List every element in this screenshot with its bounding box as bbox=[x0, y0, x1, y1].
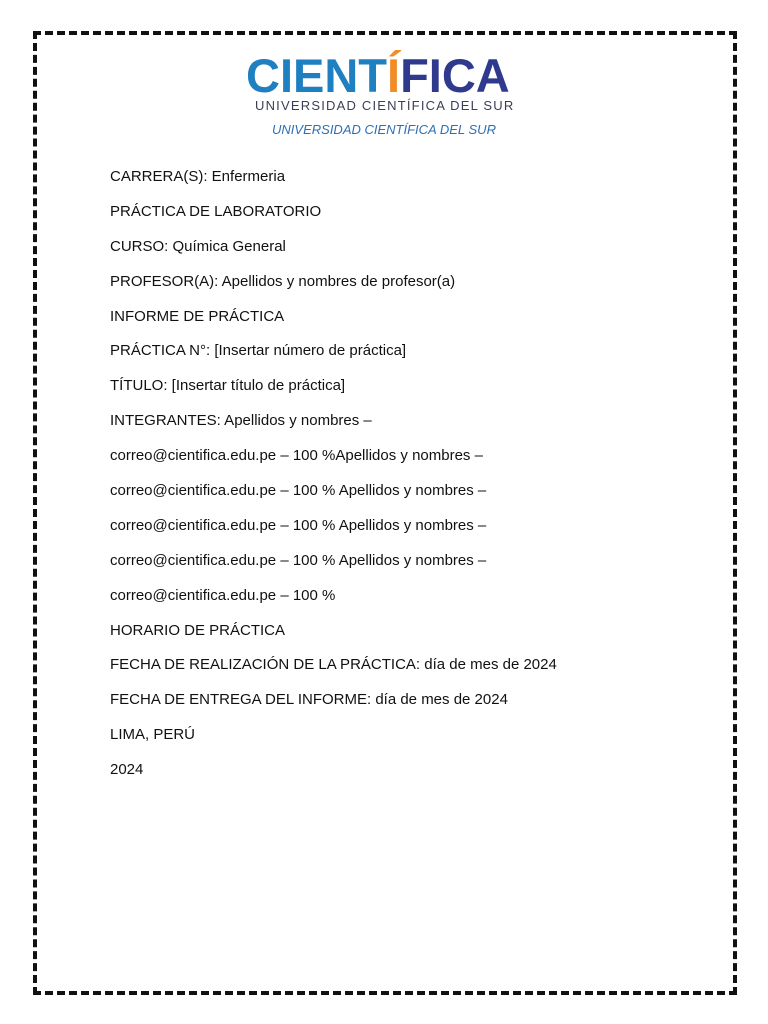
title-line: TÍTULO: [Insertar título de práctica] bbox=[110, 377, 346, 395]
member-email-line: correo@cientifica.edu.pe – 100 % Apellidos y nombres – bbox=[110, 551, 487, 569]
university-caption: UNIVERSIDAD CIENTÍFICA DEL SUR bbox=[272, 122, 496, 137]
logo-subtitle: UNIVERSIDAD CIENTÍFICA DEL SUR bbox=[255, 98, 515, 113]
member-email-line: correo@cientifica.edu.pe – 100 % bbox=[110, 586, 336, 604]
logo-wordmark: CIENTÍFICA bbox=[246, 49, 510, 102]
member-email-line: correo@cientifica.edu.pe – 100 % Apellidos y nombres – bbox=[110, 482, 487, 500]
cover-content bbox=[110, 166, 710, 794]
member-email-line: correo@cientifica.edu.pe – 100 %Apellidos y nombres – bbox=[110, 447, 483, 465]
delivery-date-line: FECHA DE ENTREGA DEL INFORME: día de mes de 2024 bbox=[110, 691, 508, 709]
practice-number-line: PRÁCTICA N°: [Insertar número de práctica] bbox=[110, 342, 407, 360]
schedule-line: HORARIO DE PRÁCTICA bbox=[110, 621, 286, 639]
university-logo bbox=[246, 49, 522, 116]
member-email-line: correo@cientifica.edu.pe – 100 % Apellidos y nombres – bbox=[110, 516, 487, 534]
report-line: INFORME DE PRÁCTICA bbox=[110, 307, 285, 325]
professor-line: PROFESOR(A): Apellidos y nombres de profesor(a) bbox=[110, 272, 456, 290]
realization-date-line: FECHA DE REALIZACIÓN DE LA PRÁCTICA: día de mes de 2024 bbox=[110, 656, 557, 674]
members-line: INTEGRANTES: Apellidos y nombres – bbox=[110, 412, 372, 430]
course-line: CURSO: Química General bbox=[110, 237, 286, 255]
location-line: LIMA, PERÚ bbox=[110, 726, 196, 744]
lab-practice-line: PRÁCTICA DE LABORATORIO bbox=[110, 202, 322, 220]
year-line: 2024 bbox=[110, 761, 144, 779]
career-line: CARRERA(S): Enfermeria bbox=[110, 168, 286, 185]
